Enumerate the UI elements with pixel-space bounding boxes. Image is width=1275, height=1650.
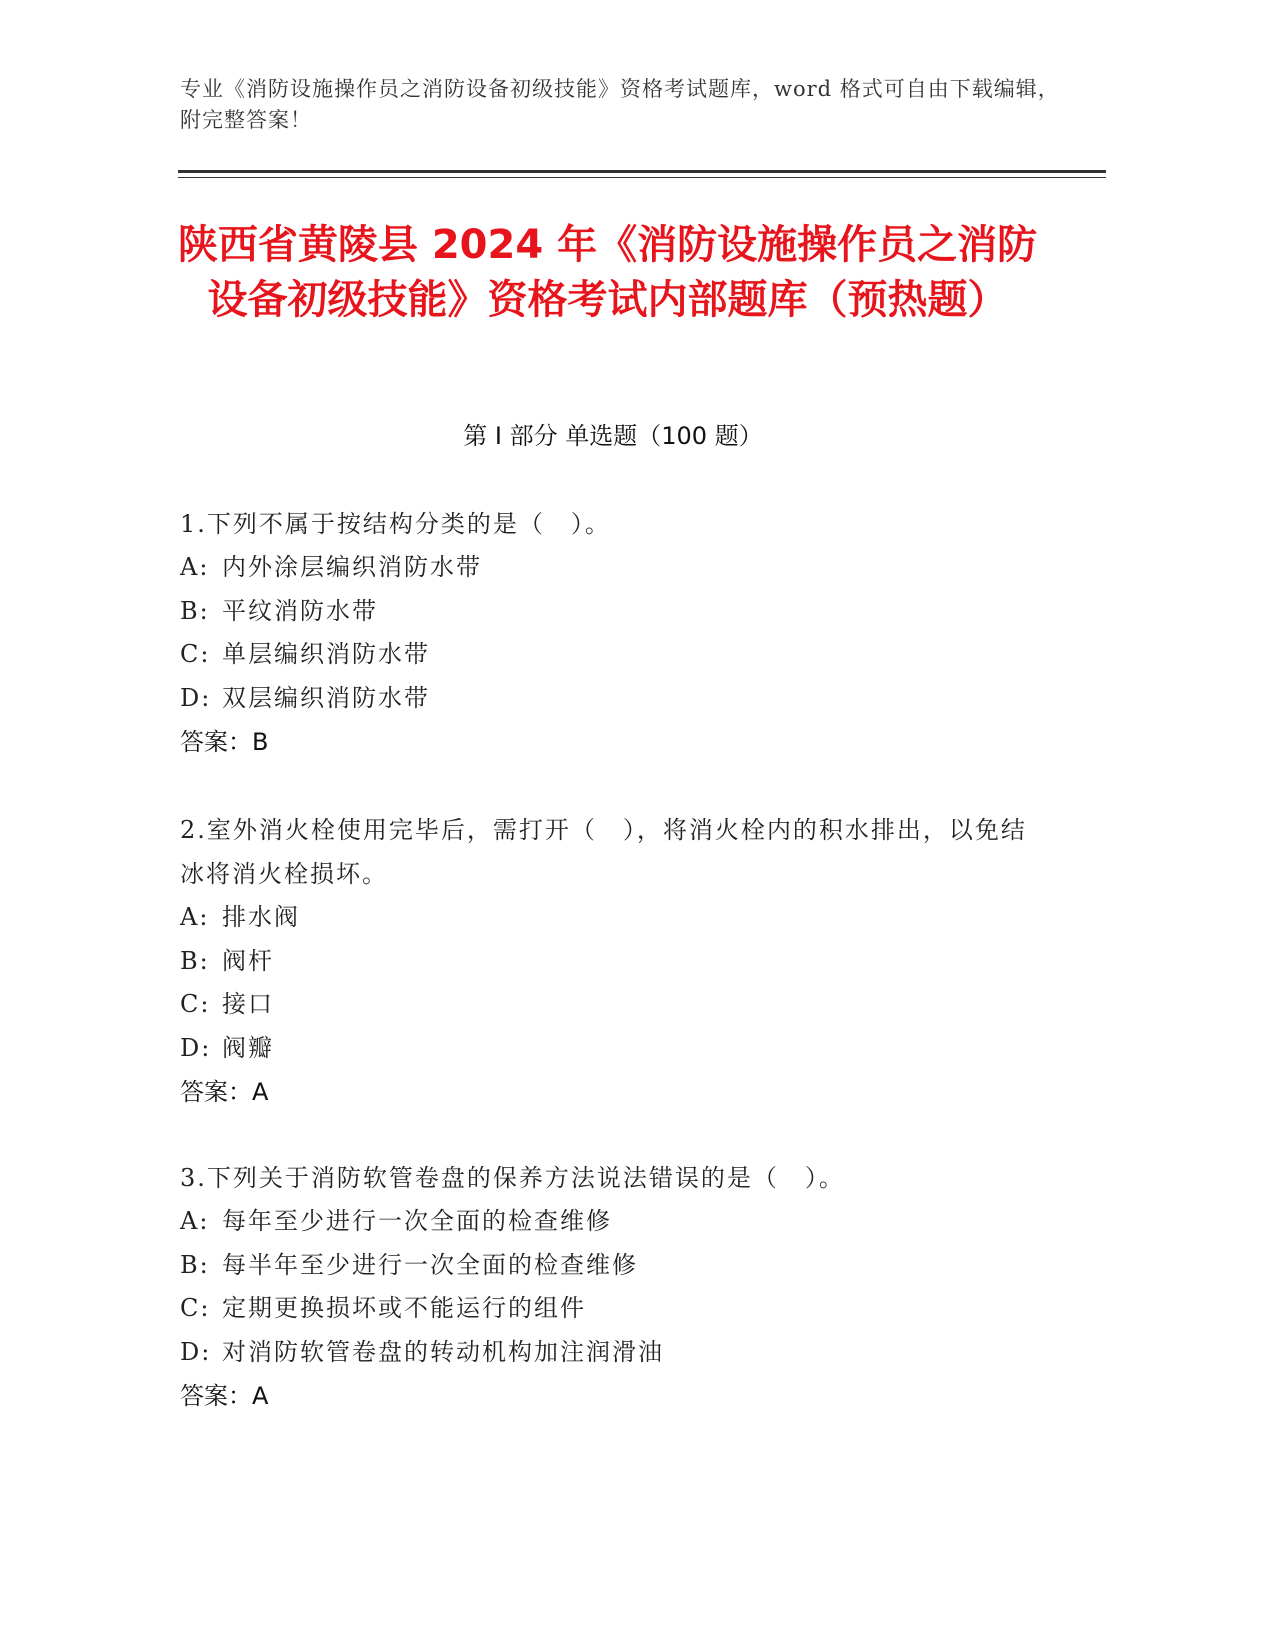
option-a [180, 896, 1040, 940]
option-b [180, 590, 1040, 634]
option-key: C: [180, 640, 211, 668]
option-text: 排水阀 [222, 903, 300, 931]
option-c [180, 983, 1040, 1027]
option-key: C: [180, 1294, 211, 1322]
option-d [180, 677, 1040, 721]
option-text: 每年至少进行一次全面的检查维修 [222, 1207, 612, 1235]
question-2 [180, 808, 1040, 1114]
option-text: 对消防软管卷盘的转动机构加注润滑油 [222, 1337, 664, 1366]
option-key: D: [180, 1337, 212, 1366]
option-text: 每半年至少进行一次全面的检查维修 [222, 1250, 638, 1279]
question-3 [180, 1156, 1040, 1418]
document-title: 陕西省黄陵县 2024 年《消防设施操作员之消防设备初级技能》资格考试内部题库（预热题） [177, 222, 1038, 323]
answer-text: 答案：A [180, 1078, 269, 1106]
option-key: B: [180, 596, 210, 625]
option-c [180, 1287, 1040, 1331]
option-key: A: [180, 1207, 210, 1235]
option-text: 接口 [222, 990, 274, 1018]
option-text: 单层编织消防水带 [222, 640, 430, 668]
header-note: 专业《消防设施操作员之消防设备初级技能》资格考试题库，word 格式可自由下载编辑，附完整答案！ [180, 77, 1060, 132]
option-c [180, 633, 1040, 677]
option-b [180, 1244, 1040, 1288]
question-1 [180, 502, 1040, 764]
option-key: B: [180, 946, 210, 975]
option-key: D: [180, 1033, 212, 1062]
question-stem: 1.下列不属于按结构分类的是（ ）。 [180, 510, 611, 538]
option-b [180, 940, 1040, 984]
answer-text: 答案：B [180, 728, 269, 756]
option-text: 阀瓣 [222, 1033, 274, 1062]
option-text: 双层编织消防水带 [222, 683, 430, 712]
option-key: A: [180, 553, 210, 581]
option-key: A: [180, 903, 210, 931]
header-divider-thick [178, 170, 1106, 173]
answer-text: 答案：A [180, 1382, 269, 1410]
question-stem: 2.室外消火栓使用完毕后，需打开（ ），将消火栓内的积水排出，以免结冰将消火栓损坏。 [180, 816, 1027, 888]
option-d [180, 1027, 1040, 1071]
option-d [180, 1331, 1040, 1375]
option-text: 阀杆 [222, 946, 274, 975]
option-text: 定期更换损坏或不能运行的组件 [222, 1294, 586, 1322]
option-key: D: [180, 683, 212, 712]
section-title: 第 I 部分 单选题（100 题） [463, 422, 763, 450]
header-divider-thin [178, 177, 1106, 178]
option-key: C: [180, 990, 211, 1018]
question-stem: 3.下列关于消防软管卷盘的保养方法说法错误的是（ ）。 [180, 1164, 845, 1192]
option-a [180, 546, 1040, 590]
option-a [180, 1200, 1040, 1244]
option-text: 内外涂层编织消防水带 [222, 553, 482, 581]
option-key: B: [180, 1250, 210, 1279]
option-text: 平纹消防水带 [222, 596, 378, 625]
